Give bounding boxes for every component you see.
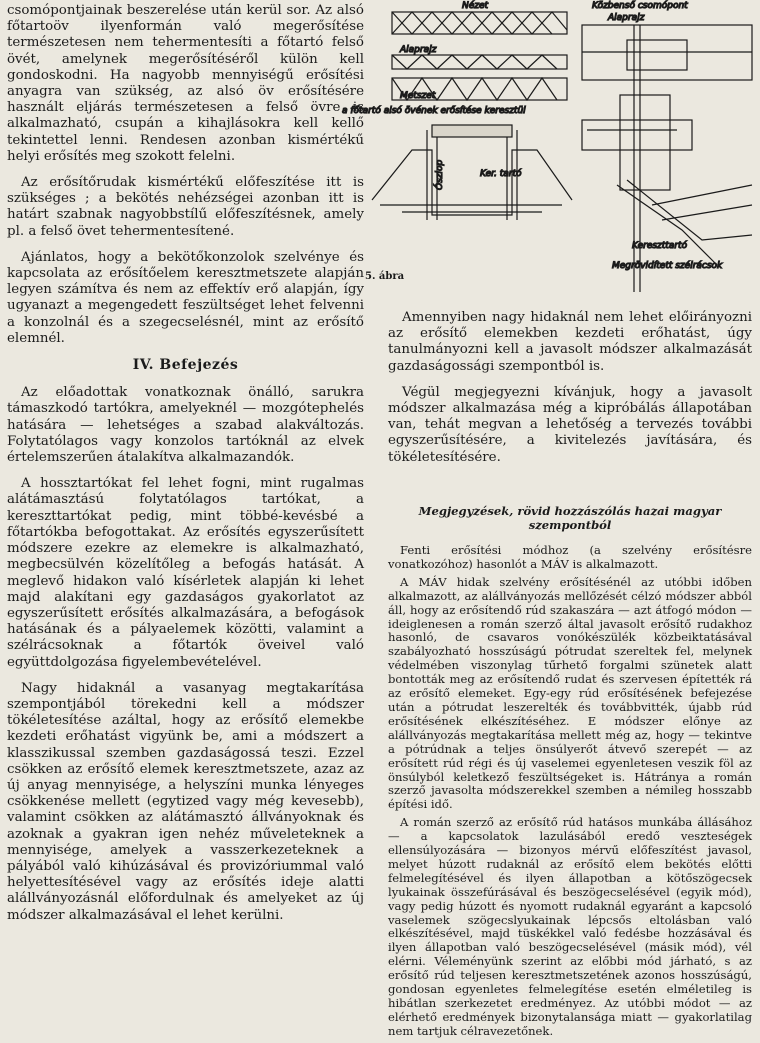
- note-paragraph: A román szerző az erősítő rúd hatásos munkába állásához — a kapcsolatok lazulásából eredő veszteségek ellensúlyozására — bizonyos mérvű előfeszítést javasol, melyet húzott rudaknál az erősítő elem bekötés előtti felmelegítésével és ilyen állapotban a kötőszögecsek lyukainak összefúrásával és beszögecselésével (egyik mód), vagy pedig húzott és nyomott rudaknál egyaránt a kapcsoló vaselemek szögecslyukainak lépcsős eltolásban való elkészítésével, majd tüskékkel való fedésbe hozzásával és ilyen állapotban való beszögecselésével (másik mód), vél elérni. Véleményünk szerint az előbbi mód járható, s az erősítő rúd teljesen keresztmetszetének azonos hosszúságú, gondosan egyenletes felmelegítése esetén elméletileg is hibátlan szerkezetet eredményez. Az utóbbi módot — az elérhető eredmények bizonytalansága miatt — gyakorlatilag nem tartjuk célravezetőnek.: [388, 815, 752, 1038]
- right-column-notes: [388, 494, 752, 1043]
- paragraph: A hossztartókat fel lehet fogni, mint rugalmas alátámasztású folytatólagos tartókat, a kereszttartókat pedig, mint többé-kevésbé a főtartókba befogottakat. Az erősítés egyszerűsített módszere ezekre az elemekre is alkalmazható, megbecsülvén közelítőleg a befogás hatását. A meglevő hidakon való kísérletek alapján ki lehet majd alakítani egy gazdaságos gyakorlatot az egyszerűsített erősítés alkalmazására, a befogások hatásának és a pályaelemek közötti, valamint a szélrácsoknak a főtartók öveivel való együttdolgozása figyelembevételével.: [7, 476, 364, 670]
- figure-drawing: [342, 0, 760, 292]
- figure-label-nezet: Nézet: [462, 1, 489, 11]
- figure-subtitle: a főtartó alsó övének erősítése keresztül: [342, 106, 526, 116]
- paragraph: Amennyiben nagy hidaknál nem lehet előirányozni az erősítő elemekben kezdeti erőhatást, úgy tanulmányozni kell a javasolt módszer alkalmazását gazdaságossági szempontból is.: [388, 310, 752, 374]
- figure-label-kozbenso: Közbenső csomópont: [592, 1, 688, 11]
- paragraph: Végül megjegyezni kívánjuk, hogy a javasolt módszer alkalmazása még a kipróbálás állapotában van, tehát megvan a lehetőség a tervezés további egyszerűsítésére, a kivitelezés javítására, és tökéletesítésére.: [388, 384, 752, 465]
- right-column-top: [388, 310, 752, 476]
- figure-5: [342, 0, 760, 292]
- figure-label-kereszttarto: Kereszttartó: [632, 241, 688, 251]
- figure-caption: 5. ábra: [365, 271, 405, 282]
- notes-heading: Megjegyzések, rövid hozzászólás hazai magyar szempontból: [418, 504, 722, 532]
- note-paragraph: Fenti erősítési módhoz (a szelvény erősítésre vonatkozóhoz) hasonlót a MÁV is alkalmazott.: [388, 543, 752, 571]
- paragraph: Nagy hidaknál a vasanyag megtakarítása szempontjából törekedni kell a módszer tökéletesítése azáltal, hogy az erősítő elemekbe kezdeti erőhatást vigyünk be, ami a módszert a klasszikussal szemben gazdaságossá teszi. Ezzel csökken az erősítő elemek keresztmetszete, azaz az új anyag mennyisége, a helyszíni munka lényeges csökkenése mellett (egytized vagy még kevesebb), valamint csökken az alátámasztó állványoknak és azoknak a gyakran igen nehéz műveleteknek a mennyisége, amelyek a vasszerkezeteknek a pályából való kihúzásával és provizóriummal való helyettesítésével vagy az erősítés ideje alatti alállványozásnál előfordulnak és amelyeket az új módszer alkalmazásával el lehet kerülni.: [7, 680, 364, 923]
- paragraph: Ajánlatos, hogy a bekötőkonzolok szelvénye és kapcsolata az erősítőelem keresztmetszete alapján legyen számítva és nem az effektív erő alapján, így ugyanazt a megengedett feszültséget lehet felvenni a konzolnál és a szegecselésnél, mint az erősítő elemnél.: [7, 249, 364, 346]
- paragraph: Az erősítőrudak kismértékű előfeszítése itt is szükséges ; a bekötés nehézségei azonban itt is határt szabnak nagyobbstílű előfeszítésnek, amely pl. a felső övet tehermentesítené.: [7, 175, 364, 239]
- figure-label-metszet: Metszet: [400, 91, 436, 101]
- figure-label-alaprajz: Alaprajz: [400, 45, 437, 55]
- truss-view: [392, 12, 567, 34]
- figure-label-oszlop: Ószlop: [435, 159, 445, 190]
- note-paragraph: A MÁV hidak szelvény erősítésénél az utóbbi időben alkalmazott, az alállványozás mellőzését célzó módszer abból áll, hogy az erősítendő rúd szakaszára — azt átfogó módon — ideiglenesen a román szerző által javasolt erősítő rudakhoz hasonló, de csavaros vonókészülék közbeiktatásával szabályozható hosszúságú pótrudat szereltek fel, melynek védelmében viszonylag tűrhető forgalmi szünetek alatt bontották meg az erősítendő rudat és szervesen építették rá az erősítő elemeket. Egy-egy rúd erősítésének befejezése után a pótrudat leszerelték és továbbvitték, újabb rúd erősítésének elkészítéséhez. E módszer előnye az alállványozás megtakarítása mellett még az, hogy — tekintve a pótrúdnak a teljes önsúlyerőt átvevő szerepét — az erősített rúd régi és új vaselemei egyenletesen veszik föl az önsúlyból keletkező feszültségeket is. Hátránya a román szerző javasolta módszerekkel szemben a némileg hosszabb építési idő.: [388, 574, 752, 812]
- paragraph: Az előadottak vonatkoznak önálló, sarukra támaszkodó tartókra, amelyeknél — mozgótерhelés hatására — lehetséges a szabad alakváltozás. Folytatólagos vagy konzolos tartóknál az elvek értelemszerűen átalakítva alkalmazandók.: [7, 385, 364, 466]
- figure-label-ker-tarto: Ker. tartó: [480, 169, 522, 179]
- figure-label-szelracs: Megrövidített szélrácsok: [612, 261, 723, 271]
- paragraph: csomópontjainak beszerelése után kerül sor. Az alsó főtartoöv ilyenformán való megerősítése természetesen nem tehermentesíti a főtartó felső övét, amelynek megerősítéséről külön kell gondoskodni. Ha nagyobb mennyiségű erősítési anyagra van szükség, az alsó öv erősítésére használt eljárás természetesen a felső övre is alkalmazható, csupán a kihajlásokra kell kellő tekintettel lenni. Rendesen azonban kismértékű helyi erősítés meg szokott felelni.: [7, 3, 364, 164]
- section-heading: IV. Befejezés: [132, 357, 239, 374]
- figure-label-alaprajz-right: Alaprajz: [608, 13, 645, 23]
- left-column: [7, 3, 364, 934]
